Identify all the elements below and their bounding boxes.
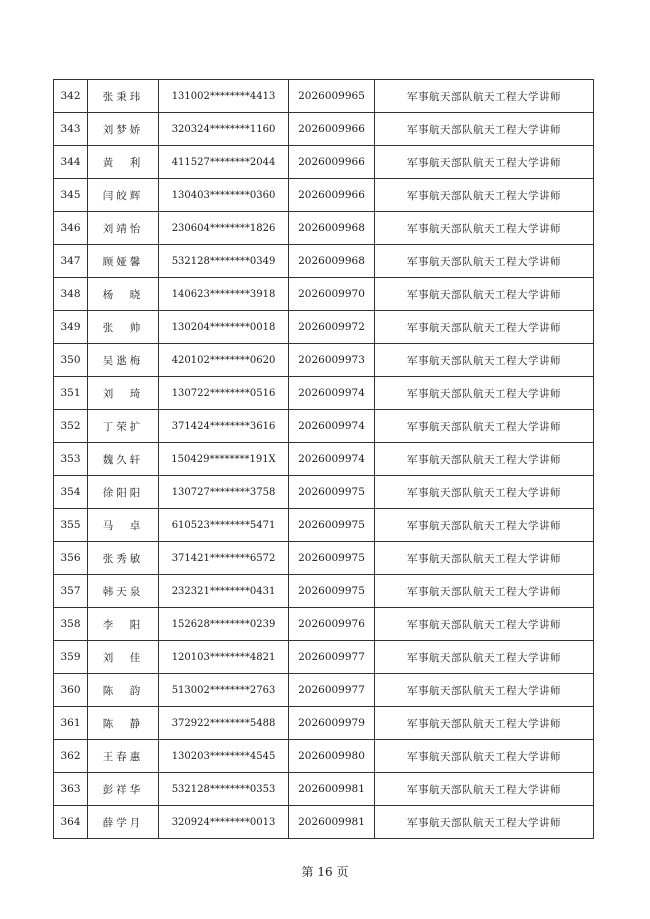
id-number-cell: 320324********1160 (159, 113, 289, 146)
certificate-number-cell: 2026009980 (289, 740, 375, 773)
position-cell: 军事航天部队航天工程大学讲师 (375, 443, 594, 476)
position-cell: 军事航天部队航天工程大学讲师 (375, 608, 594, 641)
row-number-cell: 344 (54, 146, 88, 179)
page-number: 第 16 页 (301, 865, 349, 879)
certificate-number-cell: 2026009974 (289, 377, 375, 410)
id-number-cell: 152628********0239 (159, 608, 289, 641)
id-number-cell: 120103********4821 (159, 641, 289, 674)
certificate-number-cell: 2026009975 (289, 575, 375, 608)
certificate-number-cell: 2026009977 (289, 674, 375, 707)
row-number-cell: 360 (54, 674, 88, 707)
row-number-cell: 361 (54, 707, 88, 740)
name-cell: 薛学月 (88, 806, 159, 839)
table-row (54, 773, 594, 806)
name-cell: 顾娅馨 (88, 245, 159, 278)
name-cell: 彭祥华 (88, 773, 159, 806)
certificate-number-cell: 2026009966 (289, 179, 375, 212)
position-cell: 军事航天部队航天工程大学讲师 (375, 179, 594, 212)
table-row (54, 542, 594, 575)
row-number-cell: 350 (54, 344, 88, 377)
table-row (54, 740, 594, 773)
id-number-cell: 130722********0516 (159, 377, 289, 410)
id-number-cell: 371421********6572 (159, 542, 289, 575)
id-number-cell: 532128********0353 (159, 773, 289, 806)
certificate-number-cell: 2026009974 (289, 410, 375, 443)
certificate-number-cell: 2026009981 (289, 806, 375, 839)
certificate-number-cell: 2026009966 (289, 146, 375, 179)
position-cell: 军事航天部队航天工程大学讲师 (375, 377, 594, 410)
row-number-cell: 351 (54, 377, 88, 410)
name-cell: 陈 静 (88, 707, 159, 740)
certificate-number-cell: 2026009977 (289, 641, 375, 674)
row-number-cell: 348 (54, 278, 88, 311)
table-row (54, 806, 594, 839)
name-cell: 马 卓 (88, 509, 159, 542)
certificate-number-cell: 2026009975 (289, 476, 375, 509)
table-row (54, 641, 594, 674)
id-number-cell: 371424********3616 (159, 410, 289, 443)
table-row (54, 344, 594, 377)
table-row (54, 443, 594, 476)
name-cell: 刘梦娇 (88, 113, 159, 146)
position-cell: 军事航天部队航天工程大学讲师 (375, 707, 594, 740)
roster-table (53, 79, 594, 839)
certificate-number-cell: 2026009966 (289, 113, 375, 146)
position-cell: 军事航天部队航天工程大学讲师 (375, 245, 594, 278)
table-row (54, 377, 594, 410)
position-cell: 军事航天部队航天工程大学讲师 (375, 146, 594, 179)
position-cell: 军事航天部队航天工程大学讲师 (375, 509, 594, 542)
position-cell: 军事航天部队航天工程大学讲师 (375, 740, 594, 773)
id-number-cell: 411527********2044 (159, 146, 289, 179)
name-cell: 张秀敏 (88, 542, 159, 575)
certificate-number-cell: 2026009975 (289, 542, 375, 575)
id-number-cell: 232321********0431 (159, 575, 289, 608)
position-cell: 军事航天部队航天工程大学讲师 (375, 773, 594, 806)
certificate-number-cell: 2026009981 (289, 773, 375, 806)
id-number-cell: 130727********3758 (159, 476, 289, 509)
id-number-cell: 150429********191X (159, 443, 289, 476)
table-row (54, 410, 594, 443)
row-number-cell: 354 (54, 476, 88, 509)
position-cell: 军事航天部队航天工程大学讲师 (375, 575, 594, 608)
row-number-cell: 346 (54, 212, 88, 245)
certificate-number-cell: 2026009968 (289, 245, 375, 278)
row-number-cell: 356 (54, 542, 88, 575)
name-cell: 李 阳 (88, 608, 159, 641)
position-cell: 军事航天部队航天工程大学讲师 (375, 278, 594, 311)
row-number-cell: 363 (54, 773, 88, 806)
certificate-number-cell: 2026009973 (289, 344, 375, 377)
position-cell: 军事航天部队航天工程大学讲师 (375, 641, 594, 674)
id-number-cell: 140623********3918 (159, 278, 289, 311)
name-cell: 刘靖怡 (88, 212, 159, 245)
id-number-cell: 130203********4545 (159, 740, 289, 773)
id-number-cell: 372922********5488 (159, 707, 289, 740)
name-cell: 刘 琦 (88, 377, 159, 410)
name-cell: 王春惠 (88, 740, 159, 773)
row-number-cell: 352 (54, 410, 88, 443)
position-cell: 军事航天部队航天工程大学讲师 (375, 311, 594, 344)
row-number-cell: 355 (54, 509, 88, 542)
name-cell: 吴逖梅 (88, 344, 159, 377)
certificate-number-cell: 2026009972 (289, 311, 375, 344)
id-number-cell: 320924********0013 (159, 806, 289, 839)
name-cell: 杨 晓 (88, 278, 159, 311)
row-number-cell: 342 (54, 80, 88, 113)
name-cell: 刘 佳 (88, 641, 159, 674)
id-number-cell: 131002********4413 (159, 80, 289, 113)
table-row (54, 179, 594, 212)
id-number-cell: 513002********2763 (159, 674, 289, 707)
position-cell: 军事航天部队航天工程大学讲师 (375, 410, 594, 443)
name-cell: 徐阳阳 (88, 476, 159, 509)
certificate-number-cell: 2026009976 (289, 608, 375, 641)
id-number-cell: 610523********5471 (159, 509, 289, 542)
table-row (54, 476, 594, 509)
name-cell: 陈 韵 (88, 674, 159, 707)
table-row (54, 146, 594, 179)
roster-table-body (54, 80, 594, 839)
position-cell: 军事航天部队航天工程大学讲师 (375, 344, 594, 377)
id-number-cell: 420102********0620 (159, 344, 289, 377)
name-cell: 张秉玮 (88, 80, 159, 113)
table-row (54, 278, 594, 311)
table-row (54, 245, 594, 278)
row-number-cell: 349 (54, 311, 88, 344)
table-row (54, 311, 594, 344)
position-cell: 军事航天部队航天工程大学讲师 (375, 80, 594, 113)
certificate-number-cell: 2026009974 (289, 443, 375, 476)
table-row (54, 608, 594, 641)
name-cell: 黄 利 (88, 146, 159, 179)
row-number-cell: 357 (54, 575, 88, 608)
row-number-cell: 347 (54, 245, 88, 278)
row-number-cell: 353 (54, 443, 88, 476)
name-cell: 闫皎辉 (88, 179, 159, 212)
row-number-cell: 362 (54, 740, 88, 773)
certificate-number-cell: 2026009965 (289, 80, 375, 113)
certificate-number-cell: 2026009975 (289, 509, 375, 542)
id-number-cell: 130403********0360 (159, 179, 289, 212)
row-number-cell: 358 (54, 608, 88, 641)
row-number-cell: 359 (54, 641, 88, 674)
position-cell: 军事航天部队航天工程大学讲师 (375, 674, 594, 707)
row-number-cell: 345 (54, 179, 88, 212)
position-cell: 军事航天部队航天工程大学讲师 (375, 113, 594, 146)
id-number-cell: 230604********1826 (159, 212, 289, 245)
name-cell: 张 帅 (88, 311, 159, 344)
name-cell: 魏久轩 (88, 443, 159, 476)
table-row (54, 113, 594, 146)
name-cell: 丁荣扩 (88, 410, 159, 443)
certificate-number-cell: 2026009968 (289, 212, 375, 245)
position-cell: 军事航天部队航天工程大学讲师 (375, 476, 594, 509)
id-number-cell: 532128********0349 (159, 245, 289, 278)
position-cell: 军事航天部队航天工程大学讲师 (375, 806, 594, 839)
table-row (54, 707, 594, 740)
certificate-number-cell: 2026009970 (289, 278, 375, 311)
table-row (54, 575, 594, 608)
table-row (54, 80, 594, 113)
name-cell: 韩天泉 (88, 575, 159, 608)
table-row (54, 674, 594, 707)
table-row (54, 212, 594, 245)
certificate-number-cell: 2026009979 (289, 707, 375, 740)
id-number-cell: 130204********0018 (159, 311, 289, 344)
position-cell: 军事航天部队航天工程大学讲师 (375, 212, 594, 245)
row-number-cell: 364 (54, 806, 88, 839)
position-cell: 军事航天部队航天工程大学讲师 (375, 542, 594, 575)
row-number-cell: 343 (54, 113, 88, 146)
table-row (54, 509, 594, 542)
